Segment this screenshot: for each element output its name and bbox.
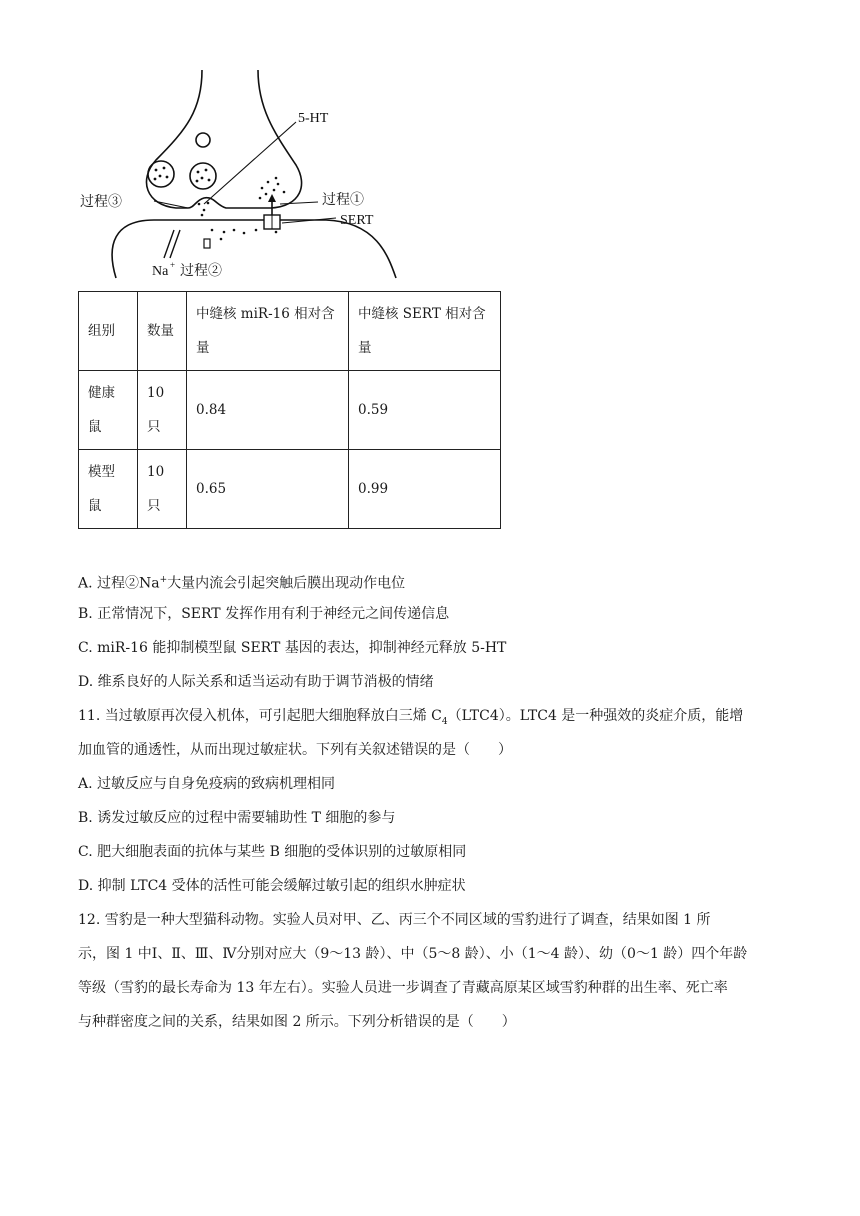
cell-count: 10只 [138,450,187,529]
q11-stem: 11. 当过敏原再次侵入机体，可引起肥大细胞释放白三烯 $C_4(LTC4)$。LTC4 是一种强效的炎症介质，能增 [78,708,744,727]
q11-option-b: B. 诱发过敏反应的过程中需要辅助性 T 细胞的参与 [78,810,396,826]
q10-option-b: B. 正常情况下，SERT 发挥作用有利于神经元之间传递信息 [78,606,450,622]
receptor [204,239,210,248]
cell-group: 健康鼠 [79,371,138,450]
q12-stem: 12. 雪豹是一种大型猫科动物。实验人员对甲、乙、丙三个不同区域的雪豹进行了调查，结果如图 1 所 [78,912,711,928]
cell-group: 模型鼠 [79,450,138,529]
label-na: Na [152,264,169,279]
q11-option-c: C. 肥大细胞表面的抗体与某些 B 细胞的受体识别的过敏原相同 [78,844,467,860]
table-header-row [79,292,501,371]
label-process3: 过程③ [80,195,122,210]
synapse-diagram [76,70,436,282]
na-channel [164,230,180,258]
fusing-vesicle [198,202,210,217]
experiment-table [78,291,501,529]
header-group: 组别 [79,292,138,371]
q12-stem-cont: 示，图 1 中Ⅰ、Ⅱ、Ⅲ、Ⅳ分别对应大（9～13 龄）、中（5～8 龄）、小（1～4 龄）、幼（0～1 龄）四个年龄 [78,946,748,962]
header-count: 数量 [138,292,187,371]
header-sert: 中缝核 SERT 相对含量 [349,292,501,371]
cell-mir16: 0.65 [187,450,349,529]
label-process2: 过程② [180,264,222,279]
cell-count: 10只 [138,371,187,450]
leader-process1 [280,202,318,204]
vesicle-with-5ht [190,163,216,189]
vesicle-with-5ht [148,161,174,187]
q11-option-d: D. 抑制 LTC4 受体的活性可能会缓解过敏引起的组织水肿症状 [78,878,466,894]
cell-mir16: 0.84 [187,371,349,450]
header-mir16: 中缝核 miR-16 相对含量 [187,292,349,371]
label-5ht: 5-HT [298,111,329,126]
vesicle-empty [196,133,210,147]
label-process1: 过程① [322,193,364,208]
table-row [79,450,501,529]
label-na-charge: + [170,260,176,270]
leader-5ht [204,122,296,204]
q10-option-d: D. 维系良好的人际关系和适当运动有助于调节消极的情绪 [78,674,434,690]
q10-option-a: A. 过程②Na+大量内流会引起突触后膜出现动作电位 [78,575,406,592]
label-sert: SERT [340,213,374,228]
q11-option-a: A. 过敏反应与自身免疫病的致病机理相同 [78,776,336,792]
q11-stem-cont: 加血管的通透性，从而出现过敏症状。下列有关叙述错误的是（ ） [78,742,512,758]
presynaptic-membrane [146,70,301,208]
cell-sert: 0.99 [349,450,501,529]
q12-stem-cont: 等级（雪豹的最长寿命为 13 年左右）。实验人员进一步调查了青藏高原某区域雪豹种群的出生率、死亡率 [78,980,728,996]
question-text [78,563,782,1039]
q12-stem-cont: 与种群密度之间的关系，结果如图 2 所示。下列分析错误的是（ ） [78,1014,516,1030]
table-row [79,371,501,450]
cell-sert: 0.59 [349,371,501,450]
q10-option-c: C. miR-16 能抑制模型鼠 SERT 基因的表达，抑制神经元释放 5-HT [78,640,507,656]
